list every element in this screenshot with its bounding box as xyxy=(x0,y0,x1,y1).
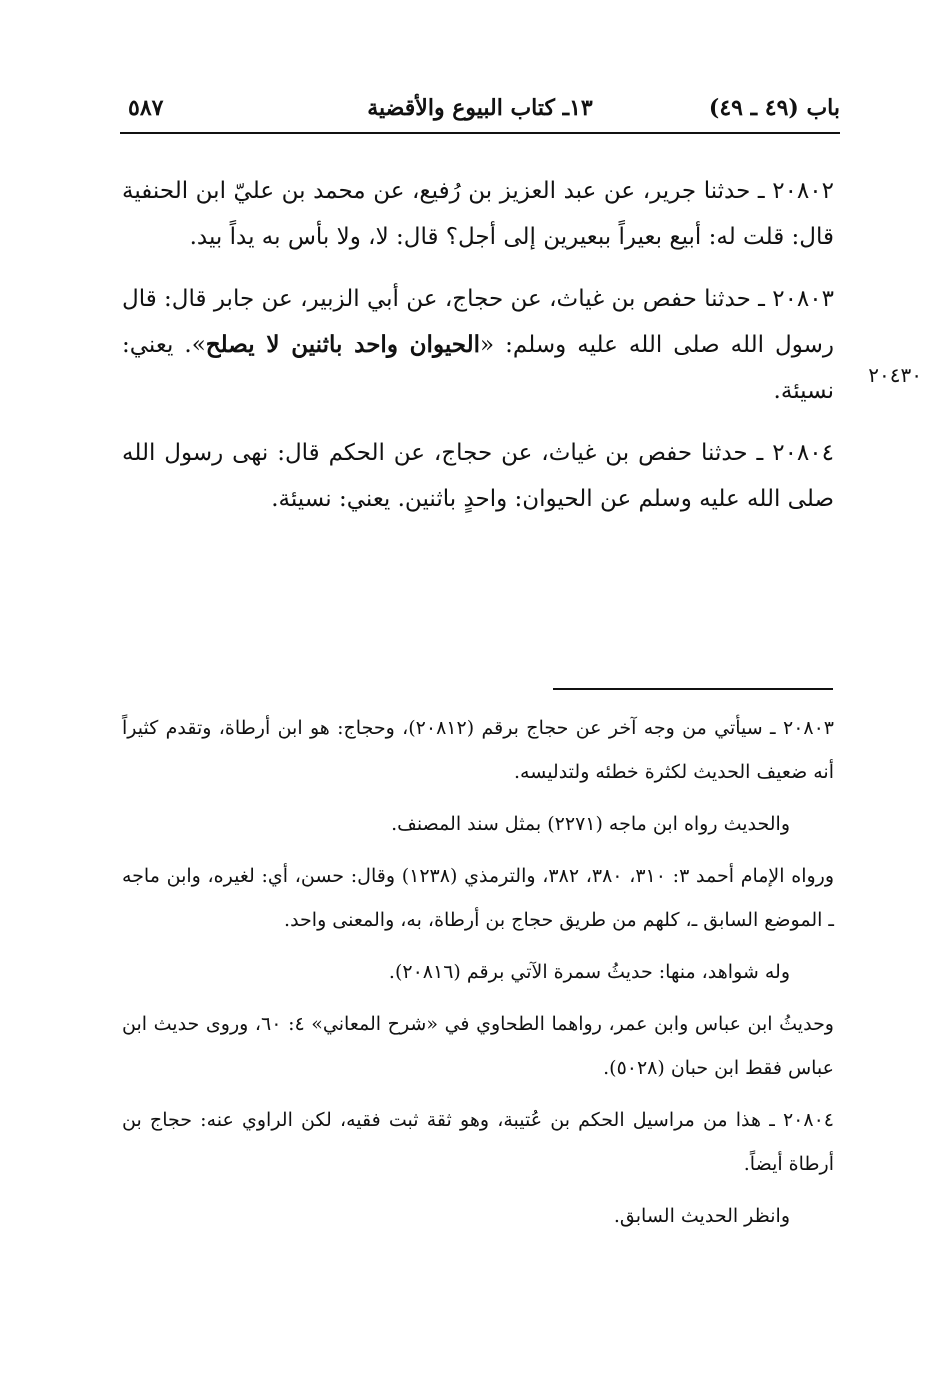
footnote-ibn-majah: والحديث رواه ابن ماجه (٢٢٧١) بمثل سند المصنف. xyxy=(391,813,790,835)
hadith-20803-text-after: ». يعني: نسيئة. xyxy=(122,332,834,404)
hadith-20803-bold-quote: الحيوان واحد باثنين لا يصلح xyxy=(205,331,481,358)
footnote-shawahid: وله شواهد، منها: حديثُ سمرة الآتي برقم (٢٠٨١٦). xyxy=(388,961,790,983)
footnote-20804: ٢٠٨٠٤ ـ هذا من مراسيل الحكم بن عُتيبة، وهو ثقة ثبت فقيه، لكن الراوي عنه: حجاج بن أرطاة أيضاً. xyxy=(122,1109,834,1175)
main-text xyxy=(122,168,834,538)
footnote-20803: ٢٠٨٠٣ ـ سيأتي من وجه آخر عن حجاج برقم (٢٠٨١٢)، وحجاج: هو ابن أرطاة، وتقدم كثيراً أنه ضعيف الحديث لكثرة خطئه ولتدليسه. xyxy=(122,717,835,783)
footnote-ahmad-tirmidhi: ورواه الإمام أحمد ٣: ٣١٠، ٣٨٠، ٣٨٢، والترمذي (١٢٣٨) وقال: حسن، أي: لغيره، وابن ماجه ـ الموضع السابق ـ، كلهم من طريق حجاج بن أرطاة، به، والمعنى واحد. xyxy=(122,865,835,931)
hadith-20802: ٢٠٨٠٢ ـ حدثنا جرير، عن عبد العزيز بن رُفيع، عن محمد بن عليّ ابن الحنفية قال: قلت له: أبيع بعيراً ببعيرين إلى أجل؟ قال: لا، ولا بأس به يداً بيد. xyxy=(122,178,834,250)
footnote-see-previous: وانظر الحديث السابق. xyxy=(613,1205,790,1227)
footnote-ibn-abbas: وحديثُ ابن عباس وابن عمر، رواهما الطحاوي في «شرح المعاني» ٤: ٦٠، وروى حديث ابن عباس فقط ابن حبان (٥٠٢٨). xyxy=(122,1013,834,1079)
chapter-range: باب (٤٩ ـ ٤٩) xyxy=(708,95,840,121)
hadith-20803 xyxy=(122,276,834,414)
book-title: ١٣ـ كتاب البيوع والأقضية xyxy=(367,95,593,121)
page-header xyxy=(120,92,840,134)
footnote-separator xyxy=(553,688,833,690)
hadith-20803-text-before: ٢٠٨٠٣ ـ حدثنا حفص بن غياث، عن حجاج، عن أبي الزبير، عن جابر قال: قال رسول الله صلى الله عليه وسلم: « xyxy=(122,286,834,358)
margin-number: ٢٠٤٣٠ xyxy=(868,363,922,387)
footnotes xyxy=(122,706,834,1246)
page-number: ٥٨٧ xyxy=(128,95,164,121)
hadith-20804: ٢٠٨٠٤ ـ حدثنا حفص بن غياث، عن حجاج، عن الحكم قال: نهى رسول الله صلى الله عليه وسلم عن الحيوان: واحدٍ باثنين. يعني: نسيئة. xyxy=(122,440,834,512)
